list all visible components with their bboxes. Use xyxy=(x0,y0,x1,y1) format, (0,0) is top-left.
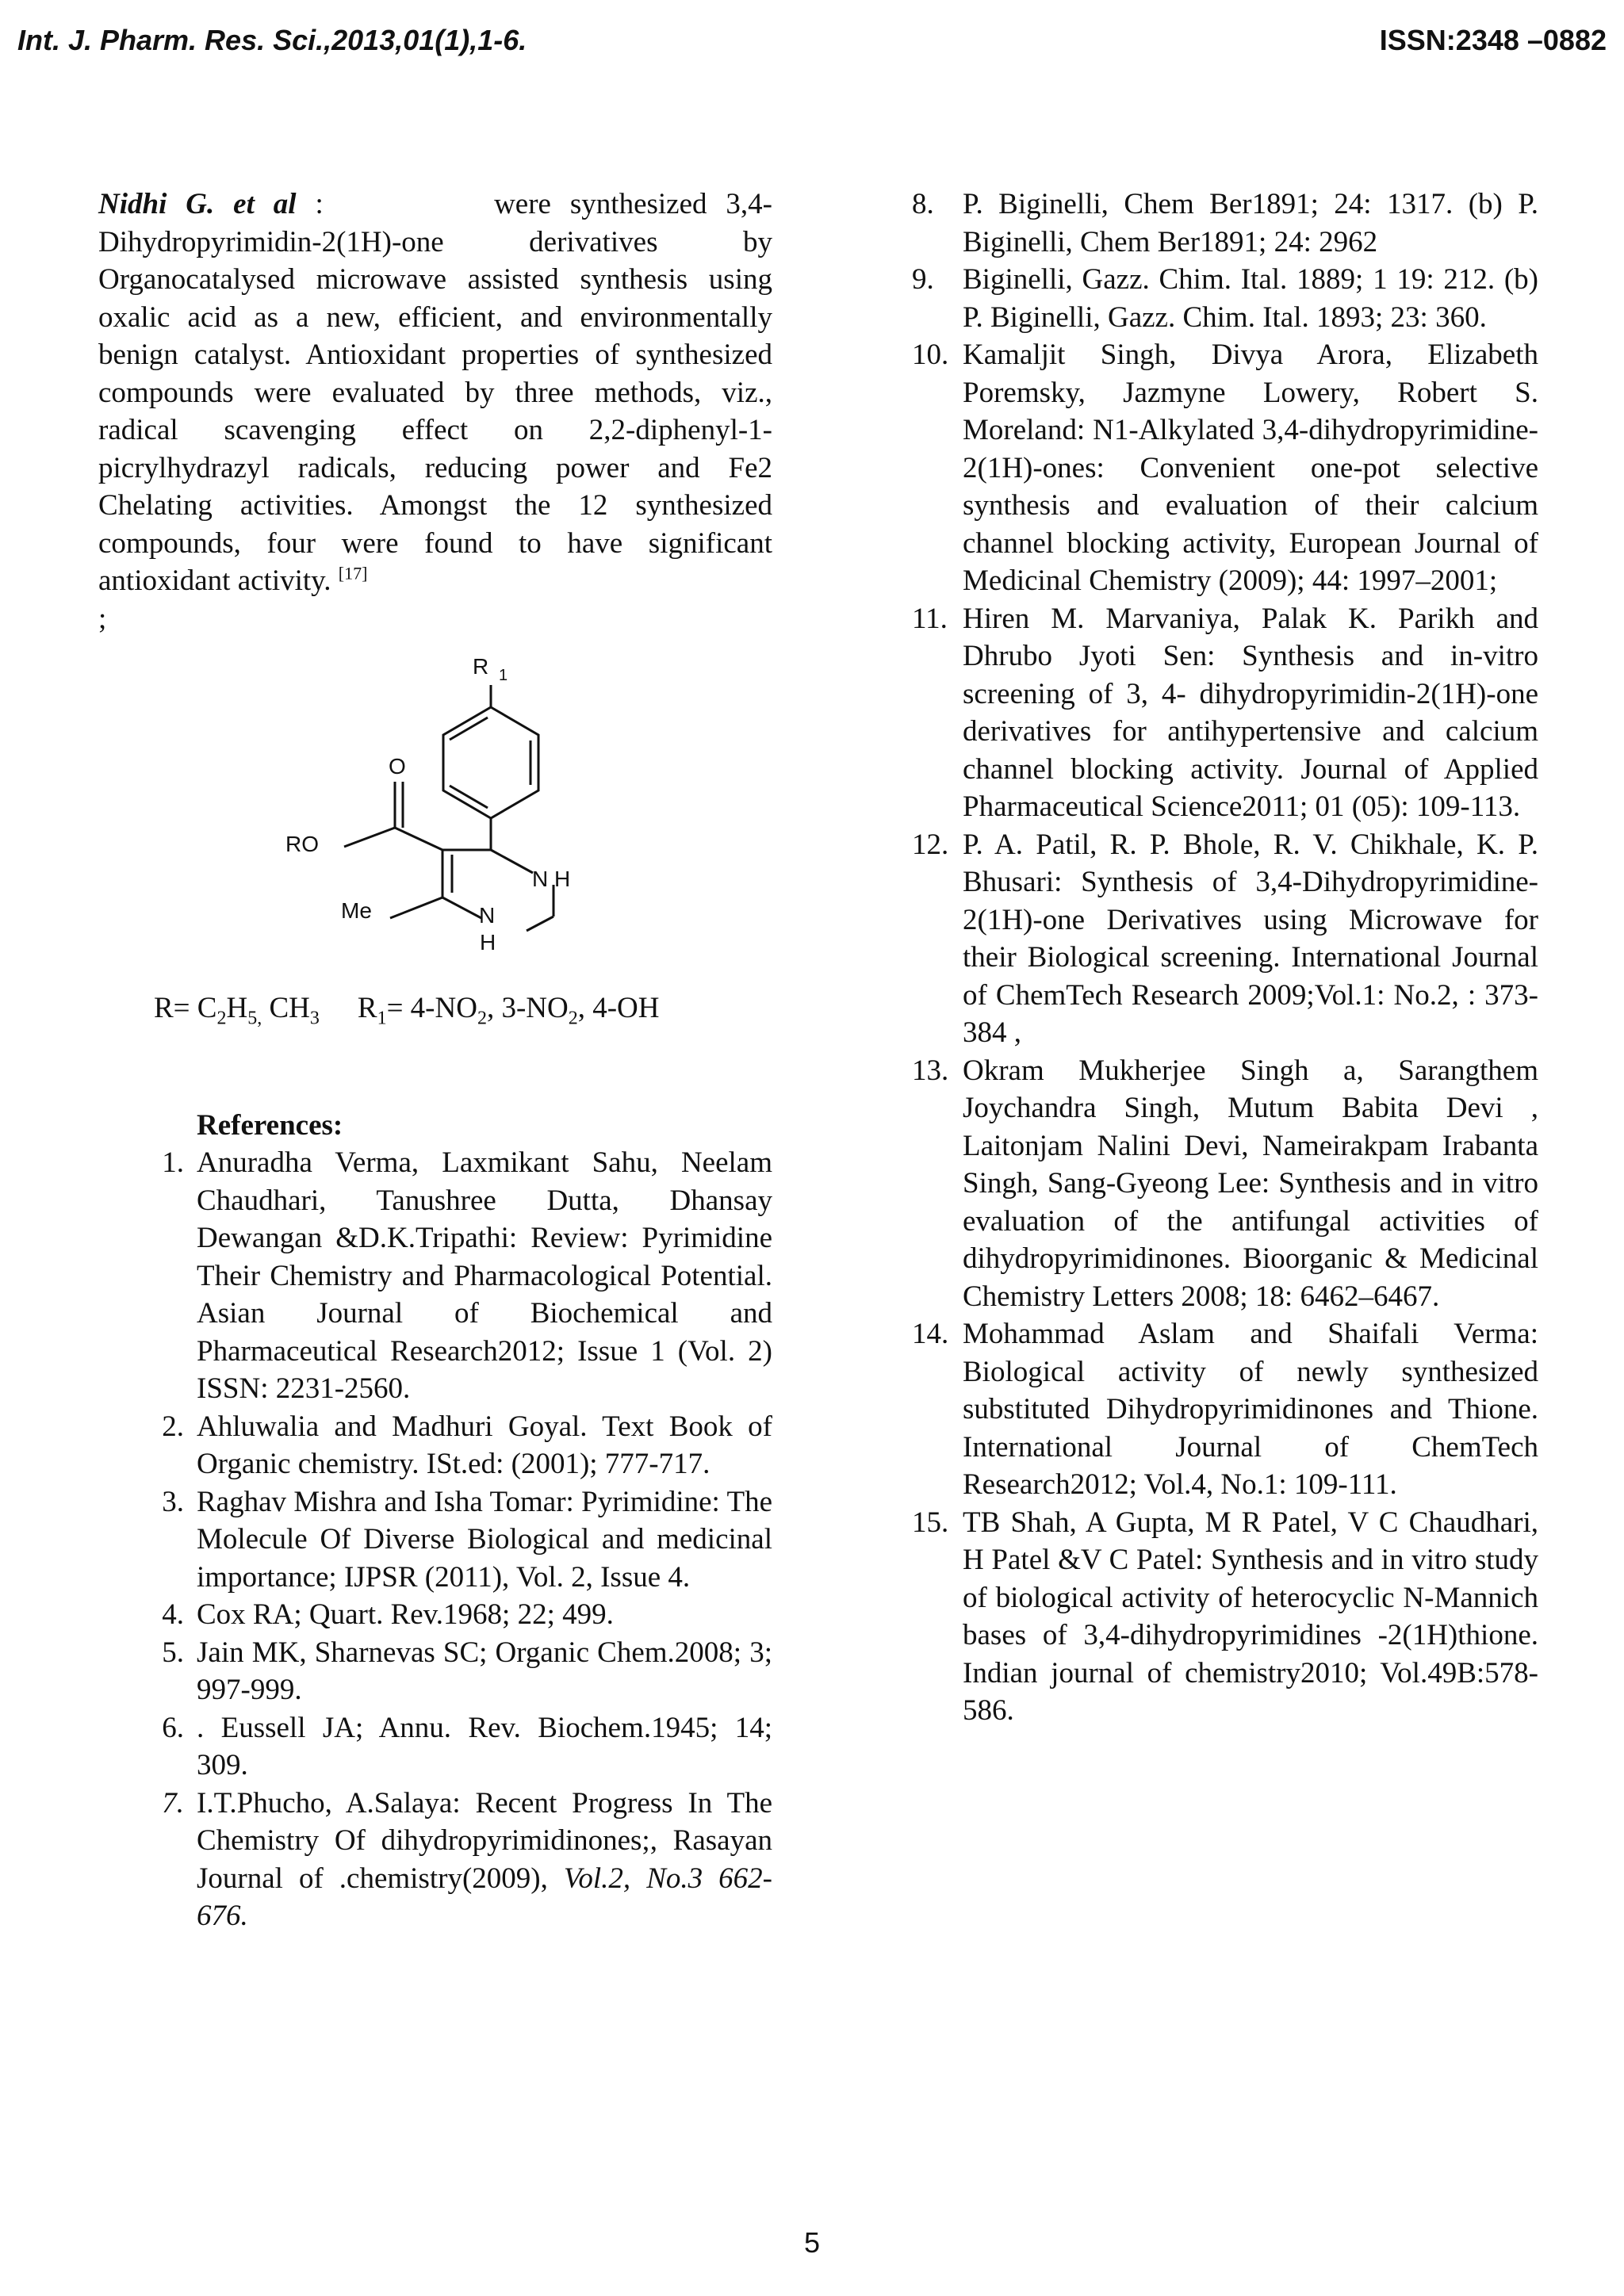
reference-number: 2. xyxy=(162,1410,184,1443)
r1-b: , 3-NO xyxy=(486,992,569,1024)
reference-text: P. Biginelli, Chem Ber1891; 24: 1317. (b) P. Biginelli, Chem Ber1891; 24: 2962 xyxy=(963,188,1538,258)
r-end: CH xyxy=(262,992,310,1024)
r1-c: , 4-OH xyxy=(577,992,660,1024)
reference-number: 11. xyxy=(912,602,948,635)
reference-item xyxy=(912,336,1538,600)
reference-text-italic: Vol.2, No.3 662-676. xyxy=(197,1862,773,1932)
intro-text: were synthesized 3,4-Dihydropyrimidin-2(1H)-one derivatives by Organocatalysed microwave assisted synthesis using oxalic acid as a new, efficient, and environmentally benign catalyst. Antioxidant properties of synthesized compounds were evaluated by three methods, viz., radical scavenging effect on 2,2-diphenyl-1-picrylhydrazyl radicals, reducing power and Fe2 Chelating activities. Amongst the 12 synthesized compounds, four were found to have significant antioxidant activity. xyxy=(98,188,773,597)
intro-colon: : xyxy=(315,188,324,220)
r1-prefix: R xyxy=(357,992,377,1024)
r1-sub: 1 xyxy=(377,1008,387,1029)
reference-text xyxy=(197,1785,772,1935)
reference-number: 9. xyxy=(912,263,934,296)
reference-item xyxy=(912,1315,1538,1504)
reference-item xyxy=(98,1483,772,1597)
r1-sub-b: 2 xyxy=(568,1008,578,1029)
reference-text: Hiren M. Marvaniya, Palak K. Parikh and Dhrubo Jyoti Sen: Synthesis and in-vitro screening of 3, 4- dihydropyrimidin-2(1H)-one derivatives for antihypertensive and calcium channel blocking activity. Journal of Applied Pharmaceutical Science2011; 01 (05): 109-113. xyxy=(963,602,1538,823)
reference-item xyxy=(98,1785,772,1935)
reference-text: TB Shah, A Gupta, M R Patel, V C Chaudhari, H Patel &V C Patel: Synthesis and in vitro study of biological activity of heterocyclic N-Mannich bases of 3,4-dihydropyrimidines -2(1H)thione. Indian journal of chemistry2010; Vol.49B:578-586. xyxy=(963,1506,1538,1727)
reference-text: Jain MK, Sharnevas SC; Organic Chem.2008; 3; 997-999. xyxy=(197,1636,772,1706)
reference-text: Ahluwalia and Madhuri Goyal. Text Book of Organic chemistry. ISt.ed: (2001); 777-717. xyxy=(197,1410,772,1480)
reference-text: P. A. Patil, R. P. Bhole, R. V. Chikhale, K. P. Bhusari: Synthesis of 3,4-Dihydropyrimidine-2(1H)-one Derivatives using Microwave for their Biological screening. International Journal of ChemTech Research 2009;Vol.1: No.2, : 373-384 , xyxy=(963,828,1538,1049)
r-mid: H xyxy=(226,992,248,1024)
intro-paragraph xyxy=(98,186,772,600)
reference-item xyxy=(912,1504,1538,1730)
references-heading: References: xyxy=(197,1108,343,1142)
intro-semicolon: ; xyxy=(98,602,107,635)
r1-subscript: 1 xyxy=(499,667,508,684)
chemical-structure-diagram xyxy=(98,639,772,988)
left-column xyxy=(98,186,772,1935)
reference-item xyxy=(912,600,1538,826)
r-prefix: R= C xyxy=(154,992,217,1024)
reference-number: 1. xyxy=(162,1146,184,1179)
reference-item xyxy=(98,1408,772,1483)
methyl-label: Me xyxy=(341,898,372,923)
reference-text: Anuradha Verma, Laxmikant Sahu, Neelam Chaudhari, Tanushree Dutta, Dhansay Dewangan &D.K.Tripathi: Review: Pyrimidine Their Chemistry and Pharmacological Potential. Asian Journal of Biochemical and Pharmaceutical Research2012; Issue 1 (Vol. 2) ISSN: 2231-2560. xyxy=(197,1146,772,1405)
reference-item xyxy=(912,186,1538,261)
reference-item xyxy=(98,1144,772,1408)
r-sub1: 2 xyxy=(216,1008,227,1029)
intro-citation: [17] xyxy=(338,563,368,584)
reference-number: 15. xyxy=(912,1506,949,1539)
reference-text: Okram Mukherjee Singh a, Sarangthem Joychandra Singh, Mutum Babita Devi , Laitonjam Nalini Devi, Nameirakpam Irabanta Singh, Sang-Gyeong Lee: Synthesis and in vitro evaluation of the antifungal activities of dihydropyrimidinones. Bioorganic & Medicinal Chemistry Letters 2008; 18: 6462–6467. xyxy=(963,1054,1538,1313)
r1-label: R xyxy=(473,654,489,679)
reference-text: Mohammad Aslam and Shaifali Verma: Biological activity of newly synthesized substituted Dihydropyrimidinones and Thione. International Journal of ChemTech Research2012; Vol.4, No.1: 109-111. xyxy=(963,1318,1538,1501)
reference-number: 5. xyxy=(162,1636,184,1669)
intro-author: Nidhi G. et al xyxy=(98,188,297,220)
reference-item xyxy=(98,1596,772,1634)
n1-hydrogen-label: H xyxy=(480,930,496,955)
reference-number: 4. xyxy=(162,1598,184,1631)
reference-number: 8. xyxy=(912,188,934,220)
r-sub2: 5, xyxy=(247,1008,262,1029)
reference-number: 13. xyxy=(912,1054,949,1087)
reference-text-main: I.T.Phucho, A.Salaya: Recent Progress In The Chemistry Of dihydropyrimidinones;, Rasayan Journal of .chemistry(2009), xyxy=(197,1786,772,1895)
right-column xyxy=(912,186,1538,1730)
reference-text: Raghav Mishra and Isha Tomar: Pyrimidine: The Molecule Of Diverse Biological and medicinal importance; IJPSR (2011), Vol. 2, Issue 4. xyxy=(197,1485,772,1594)
reference-number: 6. xyxy=(162,1711,184,1744)
reference-text: Cox RA; Quart. Rev.1968; 22; 499. xyxy=(197,1598,614,1631)
oxygen-label: O xyxy=(389,754,406,779)
r1-sub-a: 2 xyxy=(477,1008,487,1029)
reference-number: 14. xyxy=(912,1318,949,1350)
n1-label: N xyxy=(479,903,496,928)
reference-list-left xyxy=(98,1144,772,1935)
reference-number: 7. xyxy=(162,1786,184,1820)
page-number: 5 xyxy=(803,2226,821,2259)
reference-text: Kamaljit Singh, Divya Arora, Elizabeth Poremsky, Jazmyne Lowery, Robert S. Moreland: N1-Alkylated 3,4-dihydropyrimidine-2(1H)-ones: Convenient one-pot selective synthesis and evaluation of their calcium channel blocking activity, European Journal of Medicinal Chemistry (2009); 44: 1997–2001; xyxy=(963,339,1538,597)
reference-item xyxy=(912,261,1538,336)
r1-a: = 4-NO xyxy=(386,992,477,1024)
substituent-definitions xyxy=(154,989,772,1027)
reference-number: 12. xyxy=(912,828,949,861)
reference-text: Biginelli, Gazz. Chim. Ital. 1889; 1 19: 212. (b) P. Biginelli, Gazz. Chim. Ital. 1893; 23: 360. xyxy=(963,263,1538,334)
journal-citation: Int. J. Pharm. Res. Sci.,2013,01(1),1-6. xyxy=(17,24,527,56)
nh-label: N H xyxy=(532,867,571,891)
reference-item xyxy=(912,1052,1538,1316)
issn: ISSN:2348 –0882 xyxy=(1379,24,1607,56)
reference-number: 3. xyxy=(162,1485,184,1518)
reference-item xyxy=(912,826,1538,1052)
reference-text: . Eussell JA; Annu. Rev. Biochem.1945; 14; 309. xyxy=(197,1711,772,1781)
reference-list-right xyxy=(912,186,1538,1730)
r-sub3: 3 xyxy=(309,1008,320,1029)
ro-label: RO xyxy=(285,832,319,856)
reference-number: 10. xyxy=(912,339,949,371)
reference-item xyxy=(98,1634,772,1709)
reference-item xyxy=(98,1709,772,1785)
